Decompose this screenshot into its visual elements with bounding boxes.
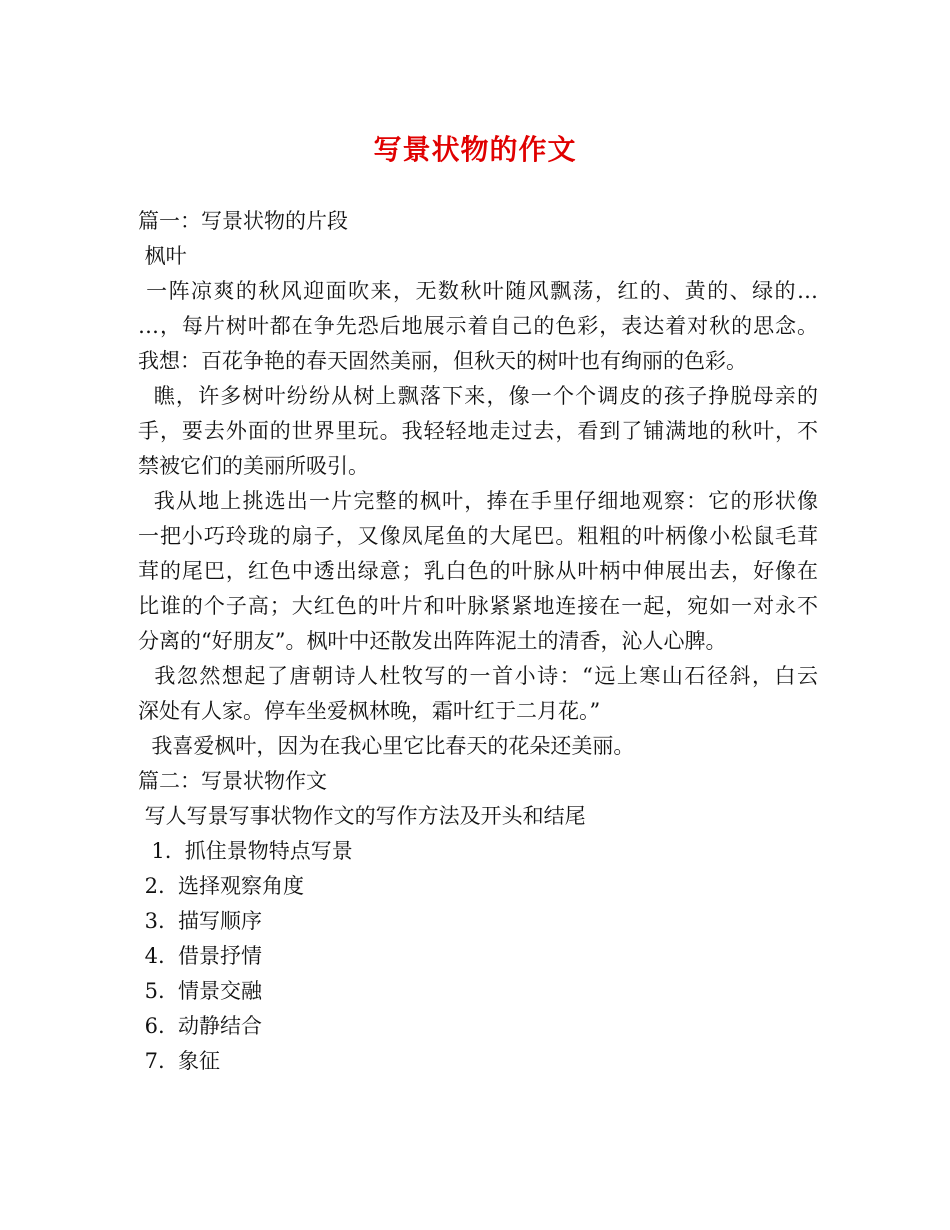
subheading-methods: 写人写景写事状物作文的写作方法及开头和结尾	[138, 804, 586, 828]
document-body	[138, 204, 818, 1079]
subheading-maple-leaf: 枫叶	[138, 244, 187, 268]
paragraph-line: 深处有人家。停车坐爱枫林晚，霜叶红于二月花。”	[138, 699, 601, 723]
paragraph-line: 茸的尾巴，红色中透出绿意；乳白色的叶脉从叶柄中伸展出去，好像在	[138, 559, 818, 583]
paragraph-line: 禁被它们的美丽所吸引。	[138, 454, 369, 478]
list-item: 4. 借景抒情	[138, 944, 263, 968]
paragraph-line: 我从地上挑选出一片完整的枫叶，捧在手里仔细地观察：它的形状像	[138, 489, 818, 513]
list-item: 1. 抓住景物特点写景	[138, 839, 353, 863]
paragraph-line: 我想：百花争艳的春天固然美丽，但秋天的树叶也有绚丽的色彩。	[138, 349, 747, 373]
paragraph-line: …，每片树叶都在争先恐后地展示着自己的色彩，表达着对秋的思念。	[138, 314, 818, 338]
paragraph-line: 比谁的个子高；大红色的叶片和叶脉紧紧地连接在一起，宛如一对永不	[138, 594, 818, 618]
list-item: 7. 象征	[138, 1049, 221, 1073]
paragraph-line: 分离的“好朋友”。枫叶中还散发出阵阵泥土的清香，沁人心脾。	[138, 629, 727, 653]
document-title: 写景状物的作文	[373, 133, 577, 166]
paragraph-line: 我喜爱枫叶，因为在我心里它比春天的花朵还美丽。	[138, 734, 635, 758]
section-heading-2: 篇二：写景状物作文	[138, 769, 327, 793]
paragraph-line: 一把小巧玲珑的扇子，又像凤尾鱼的大尾巴。粗粗的叶柄像小松鼠毛茸	[138, 524, 818, 548]
paragraph-line: 一阵凉爽的秋风迎面吹来，无数秋叶随风飘荡，红的、黄的、绿的…	[138, 279, 818, 303]
paragraph-line: 手，要去外面的世界里玩。我轻轻地走过去，看到了铺满地的秋叶，不	[138, 419, 818, 443]
section-heading-1: 篇一：写景状物的片段	[138, 209, 348, 233]
paragraph-line: 瞧，许多树叶纷纷从树上飘落下来，像一个个调皮的孩子挣脱母亲的	[138, 384, 818, 408]
list-item: 3. 描写顺序	[138, 909, 263, 933]
list-item: 6. 动静结合	[138, 1014, 263, 1038]
list-item: 2. 选择观察角度	[138, 874, 305, 898]
paragraph-line: 我忽然想起了唐朝诗人杜牧写的一首小诗：“远上寒山石径斜，白云	[138, 664, 818, 688]
list-item: 5. 情景交融	[138, 979, 263, 1003]
